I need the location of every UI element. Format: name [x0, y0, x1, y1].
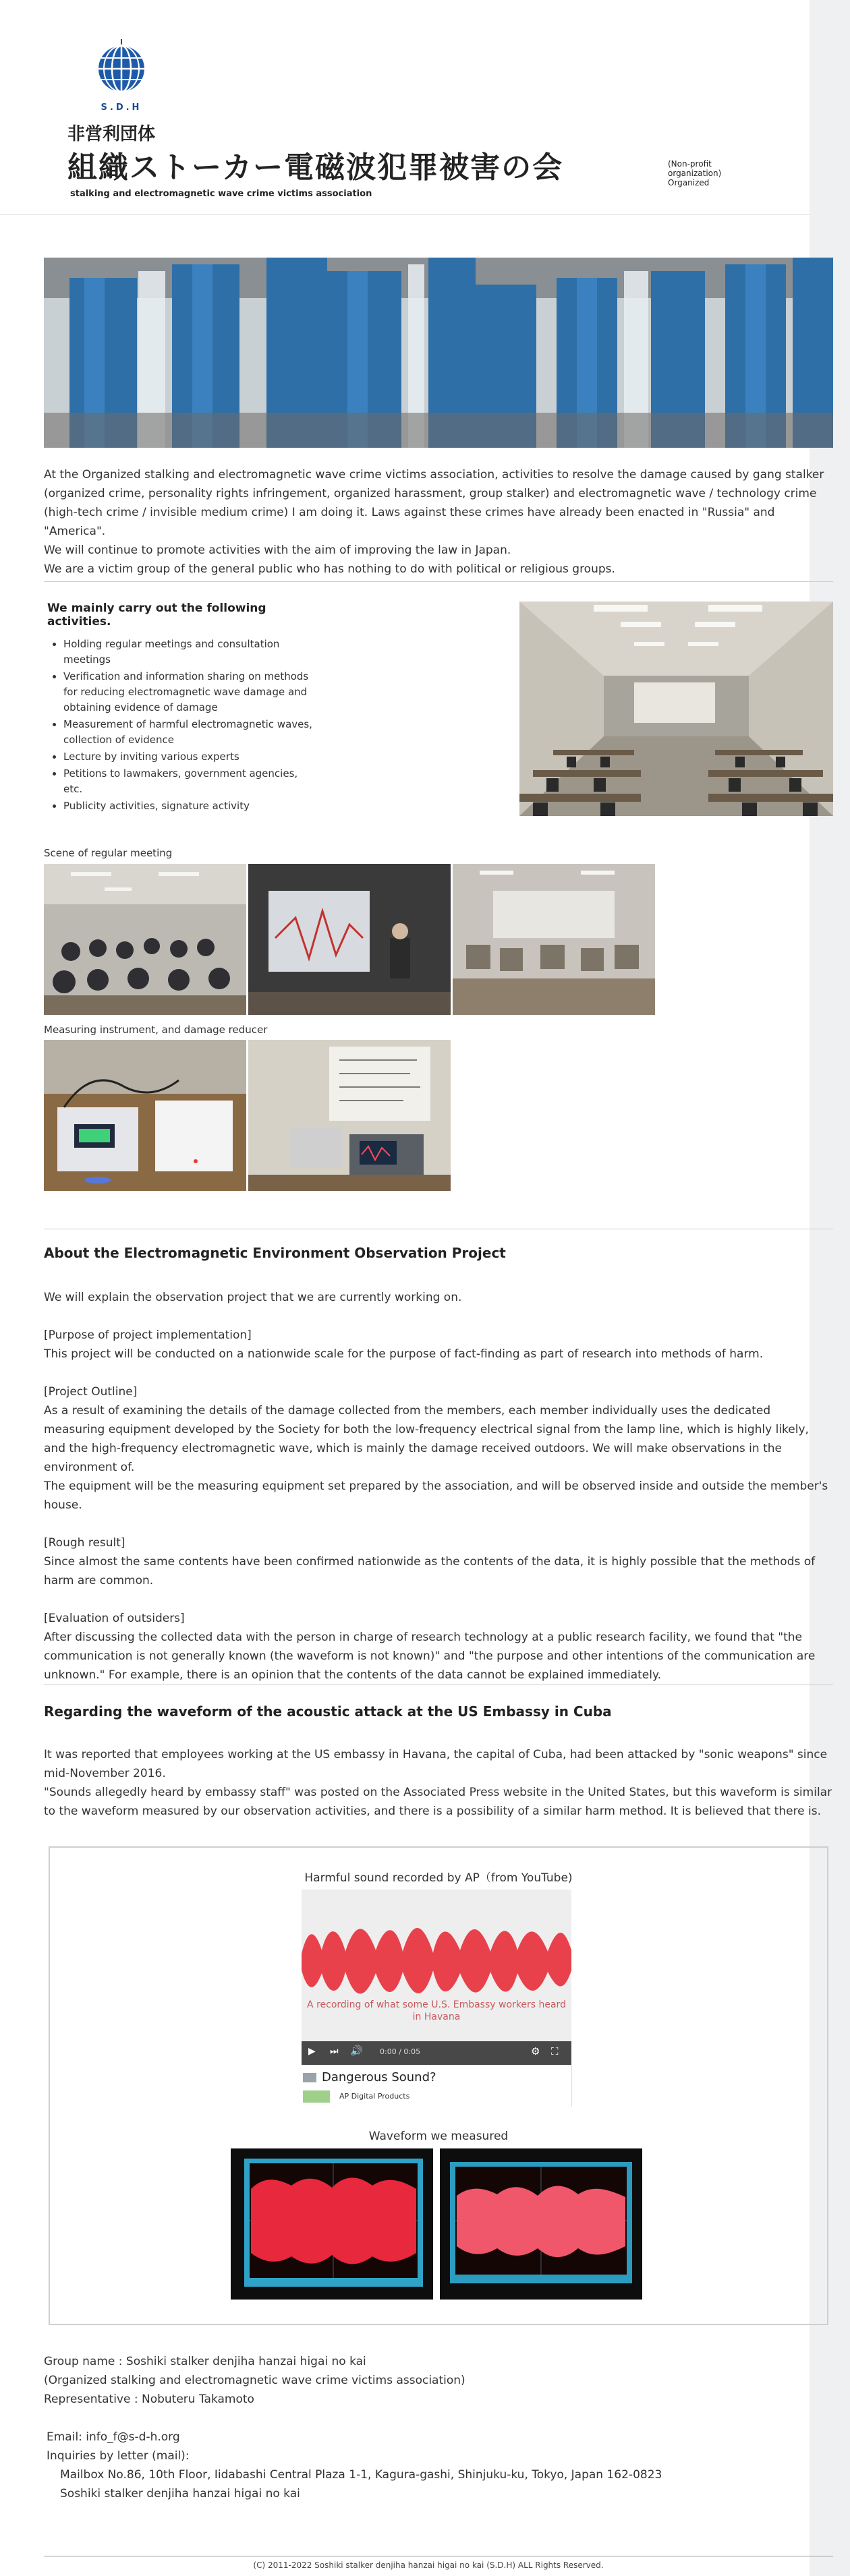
logo-text: S.D.H — [101, 103, 142, 113]
cuba-title: Regarding the waveform of the acoustic attack at the US Embassy in Cuba — [44, 1703, 612, 1720]
outline-text: As a result of examining the details of the damage collected from the members, each member individually uses the dedicated measuring equipment developed by the Society for both the low-frequency electrical signal from the lamp line, which is highly likely, and the high-frequency electromagnetic wave, which is mainly the damage received outdoors. We will make observations in the environment of. — [44, 1404, 809, 1474]
evaluation-heading: [Evaluation of outsiders] — [44, 1612, 185, 1625]
video-caption: Harmful sound recorded by AP（from YouTube) — [304, 1871, 573, 1885]
project-title: About the Electromagnetic Environment Observation Project — [44, 1245, 506, 1261]
next-icon[interactable]: ⏭ — [330, 2046, 339, 2057]
meeting-gallery-caption: Scene of regular meeting — [44, 847, 173, 859]
cuba-paragraph-1: It was reported that employees working at the US embassy in Havana, the capital of Cuba, had been attacked by "sonic weapons" since mid-November 2016. — [44, 1748, 828, 1780]
cuba-paragraph-2: "Sounds allegedly heard by embassy staff" was posted on the Associated Press website in the United States, but this waveform is similar to the waveform measured by our observation activities, and there is a possibility of a similar harm method. It is believed that there is. — [44, 1786, 832, 1818]
video-title: Dangerous Sound? — [322, 2070, 436, 2084]
video-overlay-text: A recording of what some U.S. Embassy workers heard in Havana — [307, 1999, 566, 2022]
outline-heading: [Project Outline] — [44, 1385, 138, 1399]
measured-waveform-photo-2[interactable] — [440, 2148, 642, 2300]
play-icon[interactable]: ▶ — [308, 2046, 316, 2057]
purpose-heading: [Purpose of project implementation] — [44, 1328, 252, 1342]
channel-logo-icon — [303, 2090, 330, 2103]
project-intro: We will explain the observation project that we are currently working on. — [44, 1291, 462, 1304]
evaluation-text: After discussing the collected data with the person in charge of research technology at a public research facility, we found that "the communication is not generally known (the waveform is not known)" and "the purpose and other intentions of the communication are unknown." For example, there is an opinion that the contents of the data cannot be explained immediately. — [44, 1631, 816, 1682]
measured-caption: Waveform we measured — [368, 2130, 509, 2143]
mailing-address: Mailbox No.86, 10th Floor, Iidabashi Central Plaza 1-1, Kagura-gashi, Shinjuku-ku, Tokyo, Japan 162-0823 — [60, 2468, 662, 2482]
rough-result-text: Since almost the same contents have been confirmed nationwide as the contents of the data, it is highly possible that the methods of harm are common. — [44, 1555, 816, 1587]
org-type-jp: 非営利団体 — [67, 124, 156, 144]
activity-item: • Holding regular meetings and consultation meetings — [63, 637, 317, 668]
video-channel: AP Digital Products — [339, 2092, 410, 2101]
video-thumb-icon — [303, 2073, 316, 2082]
site-title-jp[interactable]: 組織ストーカー電磁波犯罪被害の会 — [67, 150, 564, 185]
representative: Representative : Nobuteru Takamoto — [44, 2393, 254, 2406]
intro-paragraph-3: We are a victim group of the general public who has nothing to do with political or religious groups. — [44, 562, 615, 576]
site-header — [0, 0, 810, 215]
instrument-gallery-caption: Measuring instrument, and damage reducer — [44, 1024, 268, 1036]
activities-section — [47, 602, 317, 815]
fullscreen-icon[interactable]: ⛶ — [551, 2045, 559, 2057]
intro-paragraph-2: We will continue to promote activities with the aim of improving the law in Japan. — [44, 544, 511, 557]
contact-email[interactable]: Email: info_f@s-d-h.org — [47, 2430, 180, 2444]
measured-waveform-photo-1[interactable] — [231, 2148, 433, 2300]
activities-list — [47, 637, 317, 814]
nonprofit-note: (Non-profit organization) Organized — [668, 159, 722, 187]
purpose-text: This project will be conducted on a nationwide scale for the purpose of fact-finding as part of research into methods of harm. — [44, 1347, 764, 1361]
banner-image — [44, 258, 833, 448]
youtube-video-player[interactable] — [302, 1890, 571, 2065]
group-name-en: (Organized stalking and electromagnetic wave crime victims association) — [44, 2374, 465, 2387]
activity-item: • Verification and information sharing on methods for reducing electromagnetic wave damage and obtaining evidence of damage — [63, 669, 317, 715]
intro-section — [44, 465, 833, 579]
instrument-photo-1[interactable] — [44, 1040, 246, 1191]
intro-paragraph-1: At the Organized stalking and electromagnetic wave crime victims association, activities to resolve the damage caused by gang stalker (organized crime, personality rights infringement, organized harassment, group stalker) and electromagnetic wave / technology crime (high-tech crime / invisible medium crime) I am doing it. Laws against these crimes have already been enacted in "Russia" and "America". — [44, 468, 824, 538]
activity-item: • Publicity activities, signature activity — [63, 798, 317, 814]
volume-icon[interactable]: 🔊 — [350, 2045, 363, 2057]
meeting-room-photo — [519, 602, 833, 816]
site-subtitle-en: stalking and electromagnetic wave crime victims association — [70, 189, 372, 199]
copyright-text: (C) 2011-2022 Soshiki stalker denjiha hanzai higai no kai (S.D.H) ALL Rights Reserved. — [253, 2560, 604, 2570]
rough-result-heading: [Rough result] — [44, 1536, 125, 1550]
globe-logo-icon[interactable] — [94, 39, 148, 93]
activity-item: • Petitions to lawmakers, government agencies, etc. — [63, 766, 317, 797]
waveform-comparison-box — [49, 1846, 828, 2325]
mailing-address-name: Soshiki stalker denjiha hanzai higai no kai — [60, 2487, 300, 2500]
activities-title: We mainly carry out the following activities. — [47, 602, 266, 628]
letter-inquiries: Inquiries by letter (mail): — [47, 2449, 190, 2463]
meeting-photo-3[interactable] — [453, 864, 655, 1015]
activity-item: • Measurement of harmful electromagnetic waves, collection of evidence — [63, 717, 317, 748]
video-time: 0:00 / 0:05 — [380, 2047, 421, 2056]
group-name: Group name : Soshiki stalker denjiha hanzai higai no kai — [44, 2355, 366, 2368]
meeting-photo-2[interactable] — [248, 864, 451, 1015]
video-info-card[interactable] — [302, 2065, 572, 2107]
activity-item: • Lecture by inviting various experts — [63, 749, 317, 765]
project-section — [44, 1288, 833, 1685]
meeting-photo-1[interactable] — [44, 864, 246, 1015]
contact-section — [44, 2352, 833, 2503]
outline-text-2: The equipment will be the measuring equipment set prepared by the association, and will be observed inside and outside the member's house. — [44, 1480, 828, 1512]
cuba-section — [44, 1745, 833, 1821]
divider — [44, 581, 833, 582]
instrument-photo-2[interactable] — [248, 1040, 451, 1191]
settings-icon[interactable]: ⚙ — [531, 2045, 540, 2057]
